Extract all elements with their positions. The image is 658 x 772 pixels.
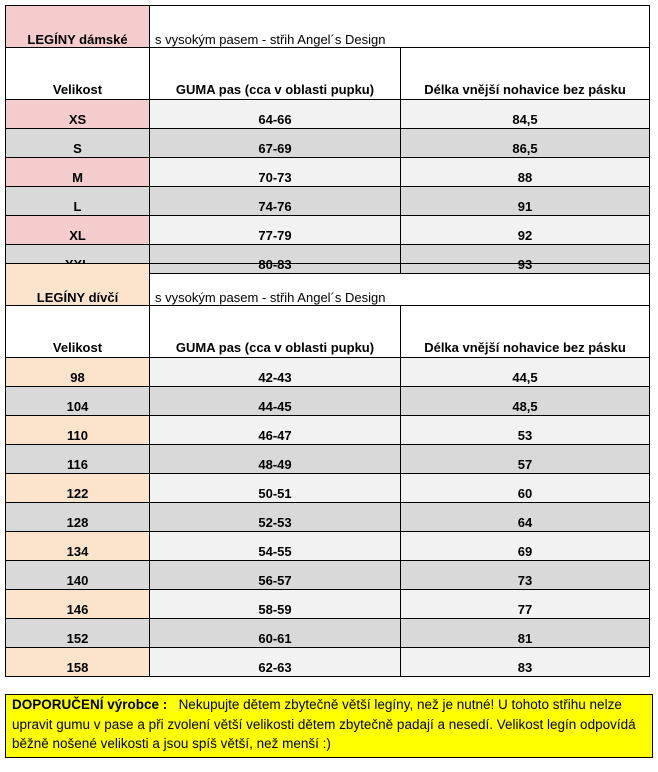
- size-cell: 146: [6, 590, 150, 619]
- table-subtitle: s vysokým pasem - střih Angel´s Design: [150, 264, 650, 306]
- length-cell: 84,5: [401, 100, 650, 129]
- waist-cell: 58-59: [150, 590, 401, 619]
- size-cell: 152: [6, 619, 150, 648]
- table-row: [6, 187, 650, 216]
- size-cell: 104: [6, 387, 150, 416]
- size-cell: XL: [6, 216, 150, 245]
- table-title-row: [6, 6, 650, 48]
- length-cell: 83: [401, 648, 650, 677]
- table-row: [6, 590, 650, 619]
- waist-cell: 54-55: [150, 532, 401, 561]
- table-row: [6, 100, 650, 129]
- length-cell: 60: [401, 474, 650, 503]
- table-row: [6, 416, 650, 445]
- waist-cell: 42-43: [150, 358, 401, 387]
- waist-cell: 60-61: [150, 619, 401, 648]
- table-title: LEGÍNY dámské: [6, 6, 150, 48]
- girls-table-body: [6, 264, 650, 677]
- waist-cell: 46-47: [150, 416, 401, 445]
- header-size: Velikost: [6, 306, 150, 358]
- header-waist: GUMA pas (cca v oblasti pupku): [150, 48, 401, 100]
- waist-cell: 44-45: [150, 387, 401, 416]
- table-header-row: [6, 48, 650, 100]
- waist-cell: 52-53: [150, 503, 401, 532]
- length-cell: 57: [401, 445, 650, 474]
- table-row: [6, 158, 650, 187]
- table-row: [6, 129, 650, 158]
- length-cell: 44,5: [401, 358, 650, 387]
- waist-cell: 64-66: [150, 100, 401, 129]
- size-cell: 110: [6, 416, 150, 445]
- length-cell: 91: [401, 187, 650, 216]
- size-cell: 128: [6, 503, 150, 532]
- women-table-body: [6, 6, 650, 274]
- table-subtitle: s vysokým pasem - střih Angel´s Design: [150, 6, 650, 48]
- length-cell: 73: [401, 561, 650, 590]
- length-cell: 93: [401, 245, 650, 274]
- length-cell: 88: [401, 158, 650, 187]
- size-cell: 98: [6, 358, 150, 387]
- table-row: [6, 619, 650, 648]
- table-row: [6, 387, 650, 416]
- length-cell: 48,5: [401, 387, 650, 416]
- header-waist: GUMA pas (cca v oblasti pupku): [150, 306, 401, 358]
- size-cell: 140: [6, 561, 150, 590]
- length-cell: 77: [401, 590, 650, 619]
- note-label: DOPORUČENÍ výrobce :: [12, 697, 168, 712]
- waist-cell: 80-83: [150, 245, 401, 274]
- length-cell: 81: [401, 619, 650, 648]
- length-cell: 86,5: [401, 129, 650, 158]
- size-cell: L: [6, 187, 150, 216]
- header-length: Délka vnější nohavice bez pásku: [401, 306, 650, 358]
- waist-cell: 62-63: [150, 648, 401, 677]
- size-cell: XS: [6, 100, 150, 129]
- waist-cell: 70-73: [150, 158, 401, 187]
- size-cell: 116: [6, 445, 150, 474]
- length-cell: 64: [401, 503, 650, 532]
- header-size: Velikost: [6, 48, 150, 100]
- size-cell: S: [6, 129, 150, 158]
- table-row: [6, 216, 650, 245]
- girls-size-table: [5, 263, 650, 677]
- table-row: [6, 561, 650, 590]
- table-row: [6, 358, 650, 387]
- table-row: [6, 474, 650, 503]
- table-header-row: [6, 306, 650, 358]
- waist-cell: 77-79: [150, 216, 401, 245]
- size-cell: M: [6, 158, 150, 187]
- table-title-row: [6, 264, 650, 306]
- length-cell: 53: [401, 416, 650, 445]
- waist-cell: 48-49: [150, 445, 401, 474]
- table-title: LEGÍNY dívčí: [6, 264, 150, 306]
- waist-cell: 67-69: [150, 129, 401, 158]
- table-row: [6, 648, 650, 677]
- length-cell: 69: [401, 532, 650, 561]
- waist-cell: 56-57: [150, 561, 401, 590]
- table-row: [6, 503, 650, 532]
- waist-cell: 50-51: [150, 474, 401, 503]
- size-cell: 134: [6, 532, 150, 561]
- size-cell: 122: [6, 474, 150, 503]
- waist-cell: 74-76: [150, 187, 401, 216]
- header-length: Délka vnější nohavice bez pásku: [401, 48, 650, 100]
- women-size-table: [5, 5, 650, 274]
- length-cell: 92: [401, 216, 650, 245]
- table-row: [6, 532, 650, 561]
- note-text: Nekupujte dětem zbytečně větší legíny, než je nutné! U tohoto střihu nelze upravit gumu v pase a při zvolení větší velikosti dětem zbytečně padají a nesedí. Velikost legín odpovídá běžně nošené velikosti a jsou spíš větší, než menší :): [12, 697, 636, 751]
- manufacturer-recommendation-note: [5, 694, 653, 758]
- size-cell: 158: [6, 648, 150, 677]
- table-row: [6, 445, 650, 474]
